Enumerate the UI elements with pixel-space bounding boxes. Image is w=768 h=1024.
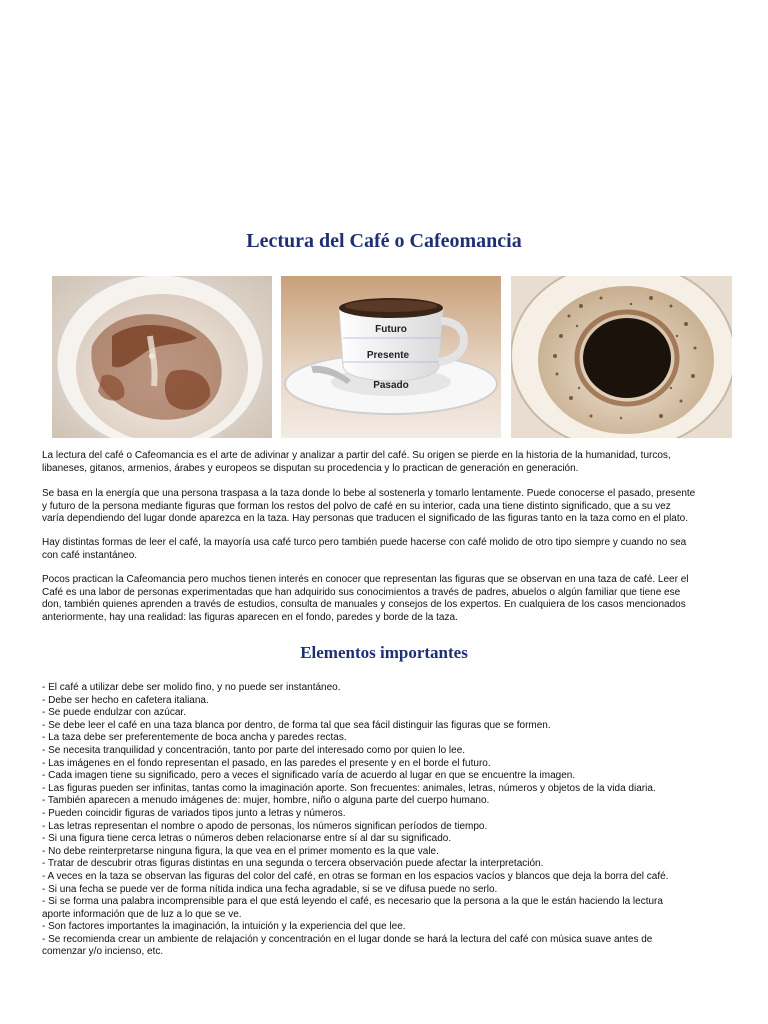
list-item: - También aparecen a menudo imágenes de: mujer, hombre, niño o alguna parte del cuerpo humano. (42, 795, 490, 807)
list-item: - Debe ser hecho en cafetera italiana. (42, 694, 209, 706)
paragraph-line: y futuro de la persona mediante figuras que forman los restos del polvo de café en su interior, cada una tiene distinto significado, que a su vez (42, 500, 671, 512)
list-item: - Se debe leer el café en una taza blanca por dentro, de forma tal que sea fácil distinguir las figuras que se formen. (42, 719, 551, 731)
paragraph-4 (42, 574, 734, 624)
list-item: - Cada imagen tiene su significado, pero a veces el significado varía de acuerdo al lugar en que se encuentre la imagen. (42, 770, 576, 782)
coffee-cup-labeled-photo (281, 276, 501, 438)
cup-label-past: Pasado (373, 380, 409, 391)
paragraph-line: libaneses, gitanos, armenios, árabes y europeos se disputan su procedencia y lo practican de generación en generación. (42, 462, 579, 474)
paragraph-line: don, también quienes aprenden a través de estudios, consulta de manuales y consejos de los expertos. En cualquiera de los casos mencionados (42, 599, 686, 611)
list-item: - Las figuras pueden ser infinitas, tantas como la imaginación aporte. Son frecuentes: animales, letras, números y objetos de la vida diaria. (42, 782, 656, 794)
list-item: - Si una fecha se puede ver de forma nítida indica una fecha agradable, si se ve difusa puede no serlo. (42, 883, 498, 895)
list-item: - La taza debe ser preferentemente de boca ancha y paredes rectas. (42, 732, 347, 744)
list-item: - Son factores importantes la imaginación, la intuición y la experiencia del que lee. (42, 921, 406, 933)
list-item: - Tratar de descubrir otras figuras distintas en una segunda o tercera observación puede afectar la interpretación. (42, 858, 544, 870)
list-item: - Las imágenes en el fondo representan el pasado, en las paredes el presente y en el borde el futuro. (42, 757, 491, 769)
list-item: - A veces en la taza se observan las figuras del color del café, en otras se forman en los espacios vacíos y blancos que deja la borra del café. (42, 870, 669, 882)
list-item: - No debe reinterpretarse ninguna figura, la que vea en el primer momento es la que vale. (42, 845, 439, 857)
list-item: - Pueden coincidir figuras de variados tipos junto a letras y números. (42, 807, 346, 819)
list-item: aporte información que de luz a lo que se ve. (42, 908, 242, 920)
coffee-cup-grounds-photo-right (511, 276, 732, 438)
paragraph-3 (42, 537, 734, 562)
paragraph-line: Se basa en la energía que una persona traspasa a la taza donde lo bebe al sostenerla y tomarlo lentamente. Puede conocerse el pasado, presente (42, 488, 696, 499)
list-item: - Si se forma una palabra incomprensible para el que está leyendo el café, es necesario que la persona a la que le están haciendo la lectura (42, 896, 663, 908)
paragraph-line: Café es una labor de personas experimentadas que han adquirido sus conocimientos a través de padres, abuelos o algún familiar que tiene ese (42, 586, 681, 598)
paragraph-line: varía dependiendo del lugar donde aparezca en la taza. Hay personas que traducen el significado de las figuras tanto en la taza como en el plato. (42, 513, 688, 525)
page-title: Lectura del Café o Cafeomancia (246, 230, 522, 252)
coffee-cup-grounds-photo-left (52, 276, 272, 438)
paragraph-line: con café instantáneo. (42, 549, 138, 561)
list-item: - Si una figura tiene cerca letras o números deben relacionarse entre sí al dar su significado. (42, 833, 452, 845)
paragraph-line: La lectura del café o Cafeomancia es el arte de adivinar y analizar a partir del café. Su origen se pierde en la historia de la humanidad, turcos, (42, 450, 671, 461)
paragraph-line: Pocos practican la Cafeomancia pero muchos tienen interés en conocer que representan las figuras que se observan en una taza de café. Leer el (42, 574, 689, 585)
paragraph-line: Hay distintas formas de leer el café, la mayoría usa café turco pero también puede hacerse con café molido de otro tipo siempre y cuando no sea (42, 537, 687, 548)
list-item: - Se recomienda crear un ambiente de relajación y concentración en el lugar donde se hará la lectura del café con música suave antes de (42, 933, 653, 945)
paragraph-2 (42, 488, 734, 526)
list-item: - El café a utilizar debe ser molido fino, y no puede ser instantáneo. (42, 682, 341, 693)
list-item: - Se necesita tranquilidad y concentración, tanto por parte del interesado como por quien lo lee. (42, 744, 466, 756)
list-item: - Las letras representan el nombre o apodo de personas, los números significan períodos de tiempo. (42, 820, 488, 832)
paragraph-1 (42, 450, 734, 475)
cup-label-future: Futuro (375, 324, 407, 335)
section-heading: Elementos importantes (300, 643, 468, 662)
list-item: - Se puede endulzar con azúcar. (42, 707, 186, 719)
elements-list (42, 682, 734, 959)
cup-label-present: Presente (366, 350, 410, 361)
list-item: comenzar y/o incienso, etc. (42, 946, 164, 958)
paragraph-line: anteriormente, hay una realidad: las figuras aparecen en el fondo, paredes y borde de la taza. (42, 611, 458, 623)
